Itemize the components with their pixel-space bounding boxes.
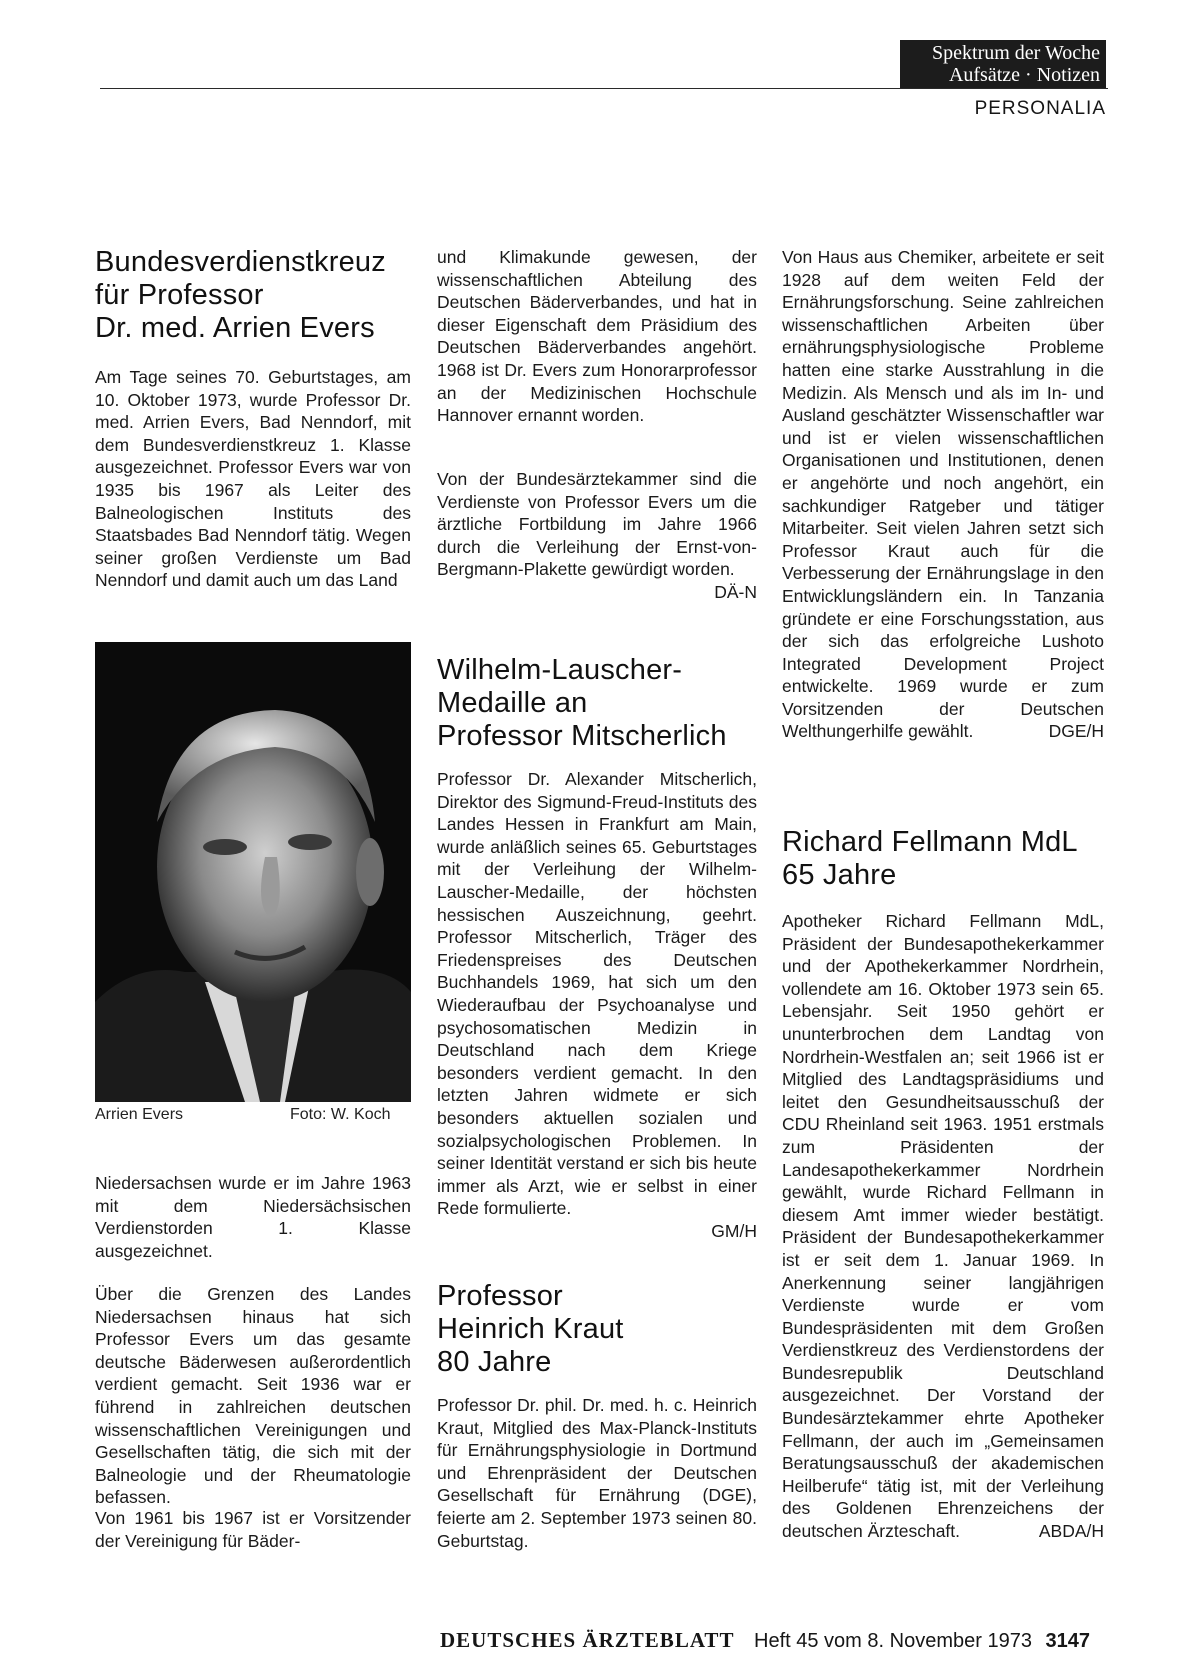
portrait-photo: [95, 642, 411, 1102]
paragraph-text: Von Haus aus Chemiker, arbeitete er seit 1928 auf dem weiten Feld der Ernährungsforschung. Seine zahlreichen wissenschaftlichen Arbeiten über ernährungsphysiologische Probleme hatten eine starke Ausstrahlung in die Medizin. Als Mensch und als im In- und Ausland geschätzter Wissenschaftler war und ist er vielen wissenschaftlichen Organisationen und Institutionen, denen er angehörte und noch angehört, ein sachkundiger Ratgeber und tätiger Mitarbeiter. Seit vielen Jahren setzt sich Professor Kraut auch für die Verbesserung der Ernährungslage in den Entwicklungsländern ein. In Tanzania gründete er eine Forschungsstation, aus der sich das erfolgreiche Lushoto Integrated Development Project entwickelte. 1969 wurde er zum Vorsitzenden der Deutschen Welthungerhilfe gewählt.: [782, 247, 1104, 742]
photo-caption-credit: Foto: W. Koch: [290, 1106, 391, 1123]
signature-dae-n: DÄ-N: [714, 581, 757, 602]
article-fellmann-headline: [782, 826, 1104, 892]
headline-line: Professor Mitscherlich: [437, 720, 727, 752]
signature-abda-h: ABDA/H: [1038, 1521, 1104, 1542]
article-kraut-paragraph-1: Professor Dr. phil. Dr. med. h. c. Heinrich Kraut, Mitglied des Max-Planck-Instituts für Ernährungsphysiologie in Dortmund und Ehrenpräsident der Deutschen Gesellschaft für Ernährung (DGE), feierte am 2. September 1973 seinen 80. Geburtstag.: [437, 1395, 757, 1551]
headline-line: Heinrich Kraut: [437, 1313, 624, 1345]
headline-line: 65 Jahre: [782, 859, 897, 891]
headline-line: Professor: [437, 1280, 563, 1312]
article-fellmann-body: [782, 910, 1104, 1543]
headline-line: 80 Jahre: [437, 1346, 552, 1378]
article-evers-paragraph-6: [437, 468, 757, 604]
headline-line: Dr. med. Arrien Evers: [95, 312, 375, 344]
section-badge: [900, 40, 1106, 88]
headline-line: Medaille an: [437, 687, 588, 719]
headline-line: Wilhelm-Lauscher-: [437, 654, 683, 686]
signature-gm-h: GM/H: [711, 1220, 757, 1241]
article-kraut-paragraph-2: [782, 246, 1104, 743]
article-evers-paragraph-5: und Klimakunde gewesen, der wissenschaftlichen Abteilung des Deutschen Bäderverbandes, und hat in dieser Eigenschaft dem Präsidium des Deutschen Bäderverbandes angehört. 1968 ist Dr. Evers zum Honorarprofessor an der Medizinischen Hochschule Hannover ernannt worden.: [437, 247, 757, 426]
page-number: 3147: [1045, 1630, 1090, 1652]
header-rule: [100, 88, 1108, 89]
portrait-illustration: [95, 642, 411, 1102]
article-evers-paragraph-1: Am Tage seines 70. Geburtstages, am 10. Oktober 1973, wurde Professor Dr. med. Arrien Evers, Bad Nenndorf, mit dem Bundesverdienstkreuz 1. Klasse ausgezeichnet. Professor Evers war von 1935 bis 1967 als Leiter des Balneologischen Instituts des Staatsbades Bad Nenndorf tätig. Wegen seiner großen Verdienste um Bad Nenndorf und damit auch um das Land: [95, 367, 411, 591]
signature-dge-h: DGE/H: [1048, 721, 1104, 742]
photo-caption-name: Arrien Evers: [95, 1106, 184, 1123]
paragraph-text: Professor Dr. Alexander Mitscherlich, Direktor des Sigmund-Freud-Instituts des Landes Hessen in Frankfurt am Main, wurde anläßlich seines 65. Geburtstages mit der Verleihung der Wilhelm-Lauscher-Medaille, der höchsten hessischen Auszeichnung, geehrt. Professor Mitscherlich, Träger des Friedenspreises des Deutschen Buchhandels 1969, hat sich um den Wiederaufbau der Psychoanalyse und psychosomatischen Medizin in Deutschland nach dem Kriege besonders verdient gemacht. In den letzten Jahren widmete er sich besonders aktuellen sozialen und sozialpsychologischen Problemen. In seiner Identität verstand er sich bis heute immer als Arzt, wie er selbst in einer Rede formulierte.: [437, 769, 757, 1219]
article-mitscherlich-body: [437, 768, 757, 1242]
article-evers-headline: [95, 246, 411, 345]
paragraph-text: Von der Bundesärztekammer sind die Verdienste von Professor Evers um die ärztliche Fortbildung im Jahre 1966 durch die Verleihung der Ernst-von-Bergmann-Plakette gewürdigt worden.: [437, 469, 757, 580]
article-evers-paragraph-4: Von 1961 bis 1967 ist er Vorsitzender der Vereinigung für Bäder-: [95, 1508, 411, 1551]
article-evers-paragraph-3: Über die Grenzen des Landes Niedersachsen hinaus hat sich Professor Evers um das gesamte deutsche Bäderwesen außerordentlich verdient gemacht. Seit 1936 war er führend in zahlreichen deutschen wissenschaftlichen Vereinigungen und Gesellschaften tätig, die sich mit der Balneologie und der Rheumatologie befassen.: [95, 1284, 411, 1508]
section-label: PERSONALIA: [974, 98, 1106, 119]
issue-info: Heft 45 vom 8. November 1973: [754, 1630, 1032, 1652]
badge-line-1: Spektrum der Woche: [932, 42, 1100, 64]
headline-line: für Professor: [95, 279, 264, 311]
headline-line: Bundesverdienstkreuz: [95, 246, 386, 278]
page-footer: [440, 1628, 1090, 1653]
journal-name: DEUTSCHES ÄRZTEBLATT: [440, 1628, 735, 1652]
paragraph-text: Apotheker Richard Fellmann MdL, Präsident der Bundesapothekerkammer und der Apothekerkammer Nordrhein, vollendete am 16. Oktober 1973 sein 65. Lebensjahr. Seit 1950 gehört er ununterbrochen dem Landtag von Nordrhein-Westfalen an; seit 1966 ist er Mitglied des Landtagspräsidiums und leitet den Gesundheitsausschuß der CDU Rheinland seit 1963. 1951 erstmals zum Präsidenten der Landesapothekerkammer Nordrhein gewählt, wurde Richard Fellmann in diesem Amt immer wieder bestätigt. Präsident der Bundesapothekerkammer ist er seit dem 1. Januar 1969. In Anerkennung seiner langjährigen Verdienste wurde er vom Bundespräsidenten mit dem Großen Verdienstkreuz des Verdienstordens der Bundesrepublik Deutschland ausgezeichnet. Der Vorstand der Bundesärztekammer ehrte Apotheker Fellmann, der auch im „Gemeinsamen Beratungsausschuß der akademischen Heilberufe“ tätig ist, mit der Verleihung des Goldenen Ehrenzeichens der deutschen Ärzteschaft.: [782, 911, 1104, 1542]
article-evers-paragraph-2: Niedersachsen wurde er im Jahre 1963 mit dem Niedersächsischen Verdienstorden 1. Klasse ausgezeichnet.: [95, 1173, 411, 1261]
article-mitscherlich-headline: [437, 654, 757, 753]
headline-line: Richard Fellmann MdL: [782, 826, 1078, 858]
badge-line-2: Aufsätze · Notizen: [948, 64, 1100, 86]
article-kraut-headline: [437, 1280, 757, 1379]
